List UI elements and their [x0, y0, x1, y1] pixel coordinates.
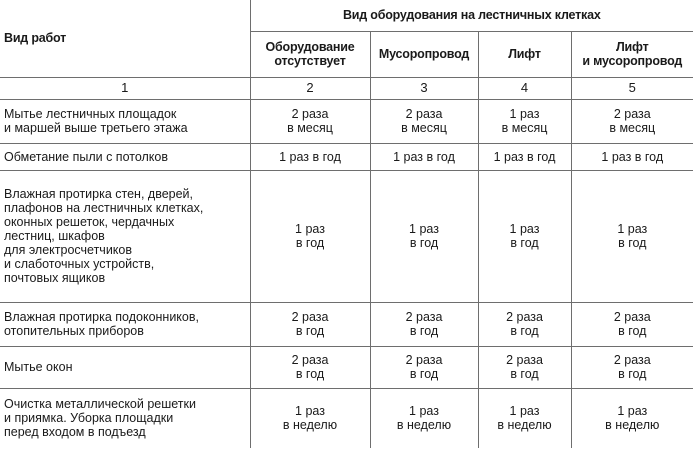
- table-row: [0, 170, 693, 302]
- frequency-cell: 1 раз в месяц: [478, 99, 571, 143]
- frequency-cell: 1 раз в год: [370, 143, 478, 170]
- header-row-top: [0, 0, 693, 31]
- frequency-cell: 2 раза в год: [478, 346, 571, 388]
- frequency-cell: 2 раза в год: [478, 302, 571, 346]
- column-header-garbage-chute: Мусоропровод: [370, 31, 478, 77]
- frequency-cell: 1 раз в год: [478, 143, 571, 170]
- frequency-cell: 2 раза в месяц: [571, 99, 693, 143]
- work-type-cell: Мытье лестничных площадок и маршей выше третьего этажа: [0, 99, 250, 143]
- column-header-elevator-and-chute: Лифт и мусоропровод: [571, 31, 693, 77]
- frequency-cell: 1 раз в неделю: [370, 388, 478, 448]
- frequency-cell: 2 раза в год: [571, 346, 693, 388]
- column-number-row: [0, 77, 693, 99]
- frequency-cell: 1 раз в год: [370, 170, 478, 302]
- frequency-cell: 1 раз в неделю: [478, 388, 571, 448]
- column-number: 2: [250, 77, 370, 99]
- frequency-cell: 1 раз в год: [571, 170, 693, 302]
- table-row: [0, 143, 693, 170]
- table-row: [0, 346, 693, 388]
- frequency-cell: 1 раз в год: [250, 170, 370, 302]
- table-row: [0, 99, 693, 143]
- column-number: 4: [478, 77, 571, 99]
- column-header-elevator: Лифт: [478, 31, 571, 77]
- frequency-cell: 2 раза в год: [250, 302, 370, 346]
- work-type-header: Вид работ: [0, 0, 250, 77]
- frequency-cell: 2 раза в год: [370, 346, 478, 388]
- table-row: [0, 302, 693, 346]
- frequency-cell: 1 раз в год: [478, 170, 571, 302]
- frequency-cell: 2 раза в год: [370, 302, 478, 346]
- work-type-cell: Очистка металлической решетки и приямка. Уборка площадки перед входом в подъезд: [0, 388, 250, 448]
- frequency-cell: 2 раза в месяц: [370, 99, 478, 143]
- work-type-cell: Обметание пыли с потолков: [0, 143, 250, 170]
- frequency-cell: 2 раза в год: [571, 302, 693, 346]
- frequency-cell: 2 раза в год: [250, 346, 370, 388]
- work-type-cell: Влажная протирка подоконников, отопительных приборов: [0, 302, 250, 346]
- frequency-cell: 1 раз в год: [571, 143, 693, 170]
- work-type-cell: Мытье окон: [0, 346, 250, 388]
- frequency-cell: 1 раз в год: [250, 143, 370, 170]
- column-number: 3: [370, 77, 478, 99]
- column-header-no-equipment: Оборудование отсутствует: [250, 31, 370, 77]
- work-type-cell: Влажная протирка стен, дверей, плафонов на лестничных клетках, оконных решеток, чердачных лестниц, шкафов для электросчетчиков и слаботочных устройств, почтовых ящиков: [0, 170, 250, 302]
- frequency-cell: 1 раз в неделю: [571, 388, 693, 448]
- column-number: 5: [571, 77, 693, 99]
- frequency-cell: 2 раза в месяц: [250, 99, 370, 143]
- table-row: [0, 388, 693, 448]
- frequency-cell: 1 раз в неделю: [250, 388, 370, 448]
- equipment-group-header: Вид оборудования на лестничных клетках: [250, 0, 693, 31]
- column-number: 1: [0, 77, 250, 99]
